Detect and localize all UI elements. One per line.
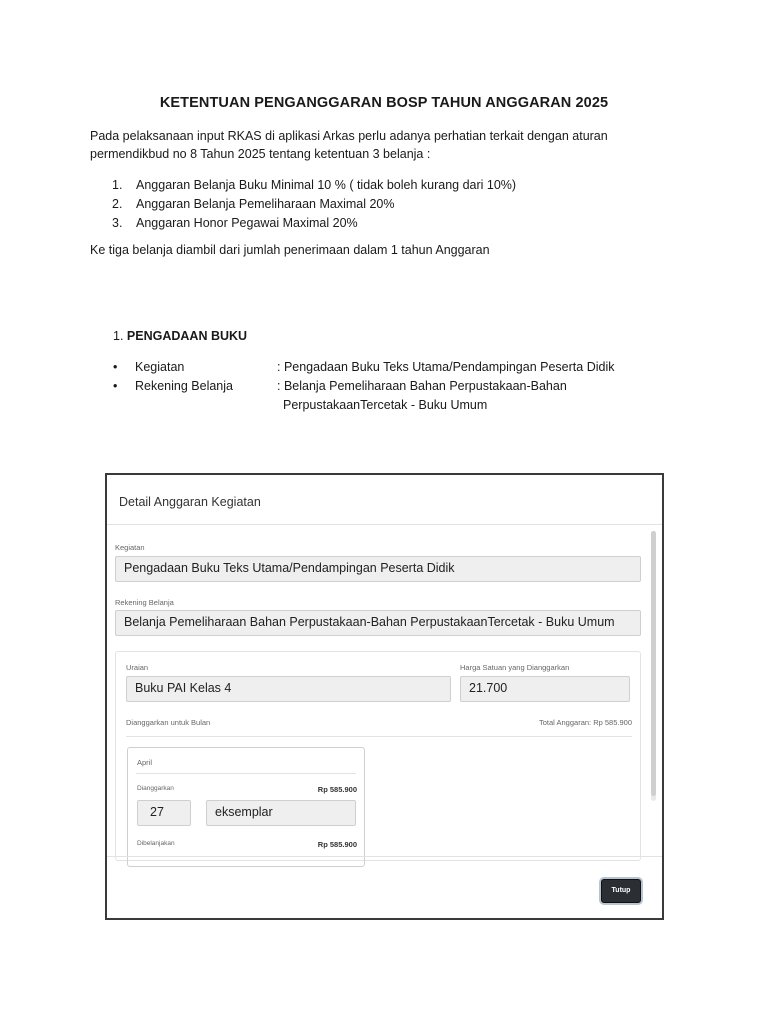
rule-text: Anggaran Belanja Pemeliharaan Maximal 20% [136, 197, 395, 211]
uraian-label: Uraian [126, 663, 149, 672]
modal-screenshot [105, 473, 664, 920]
month-card [127, 747, 365, 867]
dibelanjakan-label: Dibelanjakan [137, 840, 175, 847]
scroll-thumb[interactable] [651, 531, 656, 796]
rule-text: Anggaran Honor Pegawai Maximal 20% [136, 216, 358, 230]
rules-list [112, 176, 632, 233]
rule-item [112, 214, 632, 233]
rule-text: Anggaran Belanja Buku Minimal 10 % ( tidak boleh kurang dari 10%) [136, 178, 517, 192]
rekening-field[interactable]: Belanja Pemeliharaan Bahan Perpustakaan-Bahan PerpustakaanTercetak - Buku Umum [115, 610, 641, 636]
bullet-dot: • [113, 360, 118, 374]
bullet-dot: • [113, 379, 118, 393]
bullet-value [277, 377, 673, 415]
rule-number: 1. [112, 178, 123, 192]
section-title: PENGADAAN BUKU [126, 329, 248, 343]
bullet-value: : Pengadaan Buku Teks Utama/Pendampingan Peserta Didik [277, 360, 615, 374]
total-anggaran: Total Anggaran: Rp 585.900 [539, 718, 632, 727]
bullet-value-line2: PerpustakaanTercetak - Buku Umum [283, 398, 488, 412]
bullet-item [113, 358, 673, 377]
rule-number: 2. [112, 197, 123, 211]
rule-item [112, 195, 632, 214]
bullet-value-line1: : Belanja Pemeliharaan Bahan Perpustakaan-Bahan [277, 379, 567, 393]
harga-field[interactable]: 21.700 [460, 676, 630, 702]
intro-paragraph: Pada pelaksanaan input RKAS di aplikasi Arkas perlu adanya perhatian terkait dengan aturan permendikbud no 8 Tahun 2025 tentang ketentuan 3 belanja : [90, 129, 608, 161]
modal-scrollbar[interactable] [651, 531, 656, 801]
bullet-label: Kegiatan [135, 360, 185, 374]
dibelanjakan-amount: Rp 585.900 [317, 840, 357, 849]
kegiatan-label: Kegiatan [115, 543, 145, 552]
month-name: April [137, 758, 153, 767]
kegiatan-field[interactable]: Pengadaan Buku Teks Utama/Pendampingan Peserta Didik [115, 556, 641, 582]
modal-title: Detail Anggaran Kegiatan [119, 495, 261, 509]
unit-field[interactable]: eksemplar [206, 800, 356, 826]
uraian-field[interactable]: Buku PAI Kelas 4 [126, 676, 451, 702]
month-divider [136, 773, 356, 774]
document-title: KETENTUAN PENGANGGARAN BOSP TAHUN ANGGARAN 2025 [159, 95, 609, 111]
modal-header [107, 475, 662, 525]
rekening-label: Rekening Belanja [115, 598, 174, 607]
section-number: 1. [113, 329, 127, 343]
bulan-label: Dianggarkan untuk Bulan [126, 718, 211, 727]
dianggarkan-amount: Rp 585.900 [317, 785, 357, 794]
bulan-divider [126, 736, 632, 737]
qty-field[interactable]: 27 [137, 800, 191, 826]
rule-item [112, 176, 632, 195]
close-button[interactable]: Tutup [601, 879, 641, 903]
harga-label: Harga Satuan yang Dianggarkan [460, 663, 570, 672]
bullet-item [113, 377, 673, 415]
dianggarkan-label: Dianggarkan [137, 785, 174, 792]
section-heading [113, 329, 247, 343]
note-paragraph: Ke tiga belanja diambil dari jumlah penerimaan dalam 1 tahun Anggaran [90, 243, 490, 257]
rule-number: 3. [112, 216, 123, 230]
bullet-label: Rekening Belanja [135, 379, 233, 393]
section-bullets [113, 358, 673, 415]
footer-divider [107, 856, 662, 857]
